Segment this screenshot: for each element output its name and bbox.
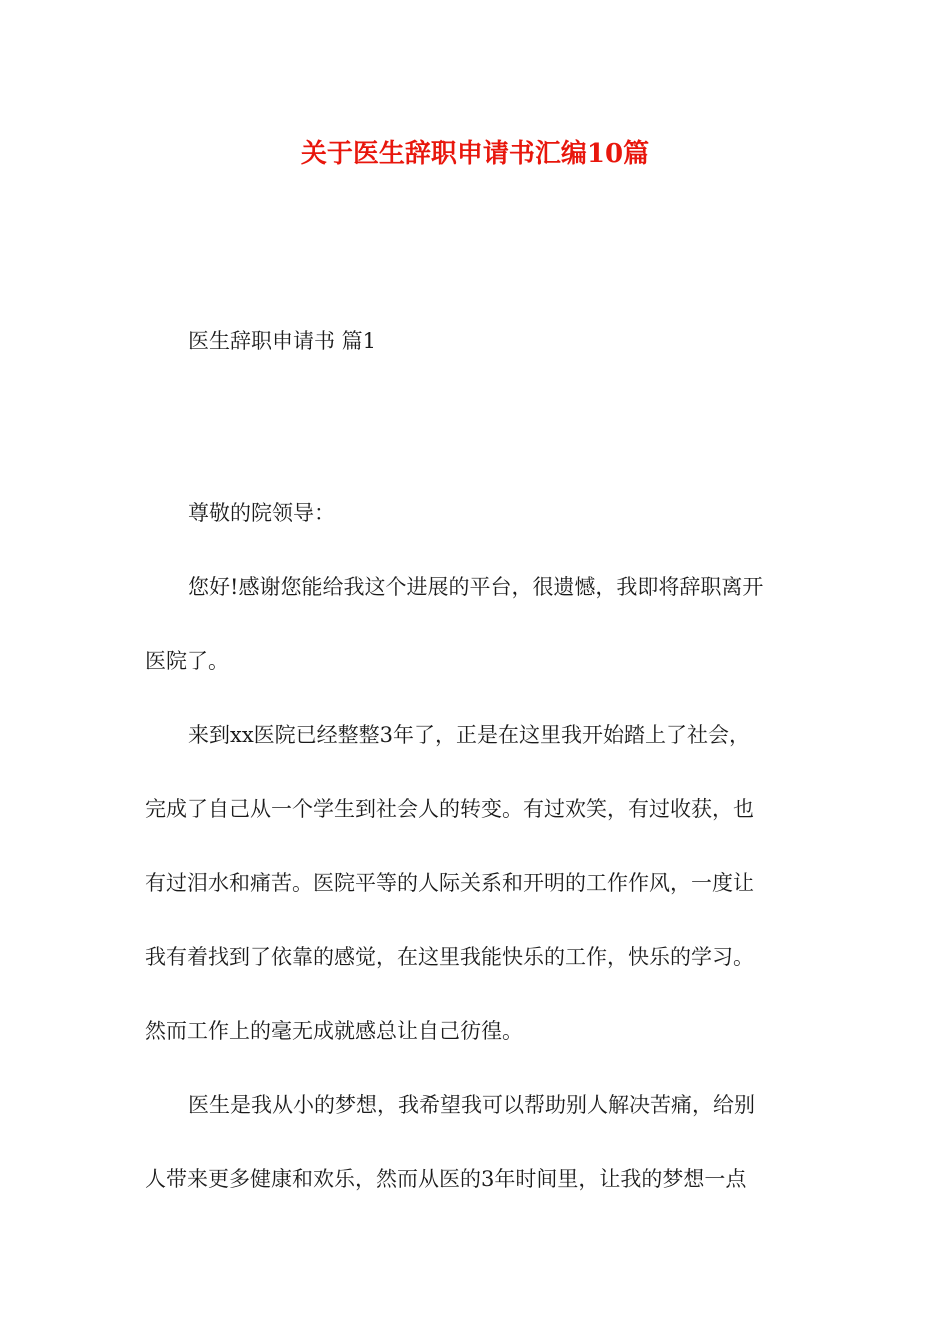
paragraph-line: 医院了。 [145, 649, 229, 673]
paragraph-line: 来到xx医院已经整整3年了，正是在这里我开始踏上了社会， [188, 723, 751, 747]
section-heading: 医生辞职申请书 篇1 [188, 329, 377, 353]
salutation [145, 476, 807, 550]
paragraph-line: 有过泪水和痛苦。医院平等的人际关系和开明的工作作风，一度让 [145, 871, 754, 895]
paragraph-line: 然而工作上的毫无成就感总让自己彷徨。 [145, 1019, 523, 1043]
paragraph-1 [145, 550, 807, 698]
document-title: 关于医生辞职申请书汇编10篇 [300, 139, 650, 169]
paragraph-line: 您好!感谢您能给我这个进展的平台，很遗憾，我即将辞职离开 [188, 575, 764, 599]
paragraph-line: 人带来更多健康和欢乐，然而从医的3年时间里，让我的梦想一点 [145, 1167, 747, 1191]
paragraph-3 [145, 1068, 807, 1216]
paragraph-line: 完成了自己从一个学生到社会人的转变。有过欢笑，有过收获，也 [145, 797, 754, 821]
paragraph-2 [145, 698, 807, 1068]
paragraph-line: 我有着找到了依靠的感觉，在这里我能快乐的工作，快乐的学习。 [145, 945, 754, 969]
paragraph-line: 医生是我从小的梦想，我希望我可以帮助别人解决苦痛，给别 [188, 1093, 755, 1117]
document-body [145, 476, 807, 1216]
salutation-line: 尊敬的院领导： [188, 501, 335, 525]
